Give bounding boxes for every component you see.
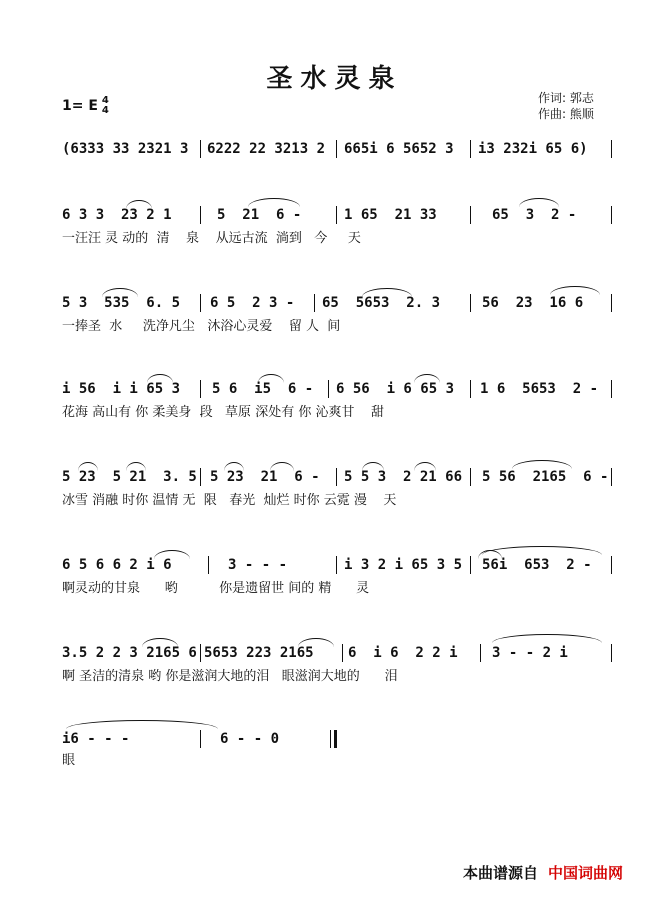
measure: 6 - - 0 — [220, 731, 280, 747]
measure: 5 23 5 21 3. 5 — [62, 469, 197, 485]
measure: 6 56 i 6 65 3 — [336, 381, 455, 397]
credits — [538, 90, 594, 122]
time-signature — [102, 96, 109, 116]
source-footer — [463, 862, 623, 883]
score-row — [62, 378, 614, 400]
measure: 65 5653 2. 3 — [322, 295, 441, 311]
key-label: 1= E — [62, 98, 98, 114]
lyric-line: 冰雪 消融 时你 温情 无 限 春光 灿烂 时你 云霓 漫 天 — [62, 493, 397, 508]
time-signature-top: 4 — [101, 95, 109, 106]
measure: 6 5 6 6 2 i 6 — [62, 557, 172, 573]
measure: 6 5 2 3 - — [210, 295, 295, 311]
lyric-line: 啊灵动的甘泉 哟 你是遗留世 间的 精 灵 — [62, 581, 370, 596]
measure: 5 23 21 6 - — [210, 469, 320, 485]
measure: 6 3 3 23 2 1 — [62, 207, 172, 223]
measure: i 3 2 i 65 3 5 — [344, 557, 463, 573]
key-signature — [62, 96, 109, 116]
lyric-line: 一汪汪 灵 动的 清 泉 从远古流 淌到 今 天 — [62, 231, 361, 246]
lyric-line: 花海 高山有 你 柔美身 段 草原 深处有 你 沁爽甘 甜 — [62, 405, 384, 420]
measure: 5 21 6 - — [217, 207, 302, 223]
measure: 5 5 3 2 21 66 — [344, 469, 463, 485]
measure: i 56 i i 65 3 — [62, 381, 181, 397]
measure: 1 65 21 33 — [344, 207, 437, 223]
composer: 作曲: 熊顺 — [538, 107, 594, 121]
measure: 6222 22 3213 2 — [207, 141, 326, 157]
score-row — [62, 554, 614, 576]
measure: 56i 653 2 - — [482, 557, 592, 573]
score-row — [62, 466, 614, 488]
lyric-line: 眼 — [62, 753, 76, 768]
measure: 5 3 535 6. 5 — [62, 295, 181, 311]
score-row — [62, 642, 614, 664]
time-signature-bottom: 4 — [101, 105, 109, 116]
measure: i3 232i 65 6) — [478, 141, 588, 157]
score-row — [62, 728, 614, 750]
measure: 5653 223 2165 — [204, 645, 314, 661]
song-title: 圣水灵泉 — [266, 64, 403, 94]
score-row — [62, 138, 614, 160]
measure: 6 i 6 2 2 i — [348, 645, 458, 661]
measure: 65 3 2 - — [492, 207, 577, 223]
footer-source: 本曲谱源自 — [463, 864, 539, 882]
measure: 665i 6 5652 3 — [344, 141, 454, 157]
measure: 56 23 16 6 — [482, 295, 584, 311]
lyric-line: 啊 圣洁的清泉 哟 你是滋润大地的泪 眼滋润大地的 泪 — [62, 669, 398, 684]
measure: 1 6 5653 2 - — [480, 381, 599, 397]
lyricist: 作词: 郭志 — [538, 91, 594, 105]
footer-brand-link[interactable]: 中国词曲网 — [548, 864, 624, 882]
measure: 5 6 i5 6 - — [212, 381, 314, 397]
measure: (6333 33 2321 3 — [62, 141, 189, 157]
measure: 3 - - 2 i — [492, 645, 568, 661]
measure: 3 - - - — [228, 557, 288, 573]
score-row — [62, 292, 614, 314]
measure: 5 56 2165 6 - — [482, 469, 609, 485]
lyric-line: 一捧圣 水 洗净凡尘 沐浴心灵爱 留 人 间 — [62, 319, 341, 334]
measure: i6 - - - — [62, 731, 130, 747]
measure: 3.5 2 2 3 2165 6 — [62, 645, 197, 661]
score-row — [62, 204, 614, 226]
